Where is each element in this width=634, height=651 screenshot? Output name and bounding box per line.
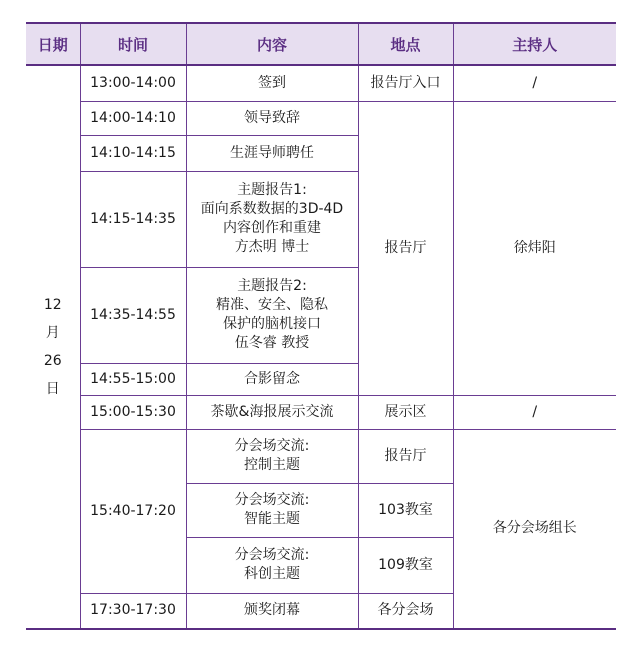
content-cell	[186, 101, 358, 135]
content-line: 精准、安全、隐私	[216, 297, 328, 313]
venue-cell: 各分会场	[358, 593, 453, 629]
header-date: 日期	[26, 23, 80, 65]
content-line: 科创主题	[244, 566, 300, 582]
table-row	[26, 65, 616, 101]
content-line: 面向系数数据的3D-4D	[200, 201, 344, 217]
content-cell	[186, 537, 358, 593]
host-cell-main: 徐炜阳	[453, 101, 616, 395]
time-cell-breakout: 15:40-17:20	[80, 429, 186, 593]
agenda-table	[26, 22, 616, 630]
content-cell	[186, 135, 358, 171]
content-cell	[186, 171, 358, 267]
time-cell: 17:30-17:30	[80, 593, 186, 629]
content-line: 主题报告1:	[237, 182, 307, 198]
venue-cell: 109教室	[358, 537, 453, 593]
content-line: 分会场交流:	[234, 492, 310, 508]
time-cell: 14:55-15:00	[80, 363, 186, 395]
header-venue: 地点	[358, 23, 453, 65]
content-line: 伍冬睿 教授	[234, 335, 310, 351]
content-cell	[186, 363, 358, 395]
header-row	[26, 23, 616, 65]
venue-cell: 103教室	[358, 483, 453, 537]
content-line: 签到	[258, 74, 286, 91]
venue-cell-main-hall: 报告厅	[358, 101, 453, 395]
header-content: 内容	[186, 23, 358, 65]
time-cell: 15:00-15:30	[80, 395, 186, 429]
table-row	[26, 429, 616, 483]
venue-cell: 报告厅入口	[358, 65, 453, 101]
host-cell-breakout: 各分会场组长	[453, 429, 616, 629]
time-cell: 14:10-14:15	[80, 135, 186, 171]
content-line: 分会场交流:	[234, 547, 310, 563]
content-cell	[186, 65, 358, 101]
time-cell: 13:00-14:00	[80, 65, 186, 101]
table-row	[26, 101, 616, 135]
content-cell	[186, 593, 358, 629]
time-cell: 14:00-14:10	[80, 101, 186, 135]
content-line: 领导致辞	[244, 109, 300, 126]
header-time: 时间	[80, 23, 186, 65]
date-day-char: 日	[45, 381, 60, 397]
content-cell	[186, 395, 358, 429]
date-month-char: 月	[45, 325, 60, 341]
content-cell	[186, 483, 358, 537]
content-line: 颁奖闭幕	[244, 602, 300, 619]
venue-cell: 报告厅	[358, 429, 453, 483]
time-cell: 14:35-14:55	[80, 267, 186, 363]
content-cell	[186, 267, 358, 363]
content-line: 保护的脑机接口	[223, 316, 321, 332]
host-cell: /	[453, 65, 616, 101]
content-line: 分会场交流:	[234, 438, 310, 454]
content-line: 控制主题	[244, 457, 300, 473]
date-day-num-month: 12	[43, 297, 62, 313]
content-cell	[186, 429, 358, 483]
content-line: 方杰明 博士	[234, 239, 310, 255]
content-line: 主题报告2:	[237, 278, 307, 294]
date-day-num: 26	[43, 353, 62, 369]
content-line: 茶歇&海报展示交流	[210, 403, 334, 420]
venue-cell: 展示区	[358, 395, 453, 429]
content-line: 智能主题	[244, 511, 300, 527]
content-line: 内容创作和重建	[223, 220, 321, 236]
header-host: 主持人	[453, 23, 616, 65]
content-line: 生涯导师聘任	[230, 144, 314, 161]
content-line: 合影留念	[244, 370, 300, 387]
time-cell: 14:15-14:35	[80, 171, 186, 267]
host-cell: /	[453, 395, 616, 429]
table-row	[26, 395, 616, 429]
date-cell	[26, 65, 80, 629]
